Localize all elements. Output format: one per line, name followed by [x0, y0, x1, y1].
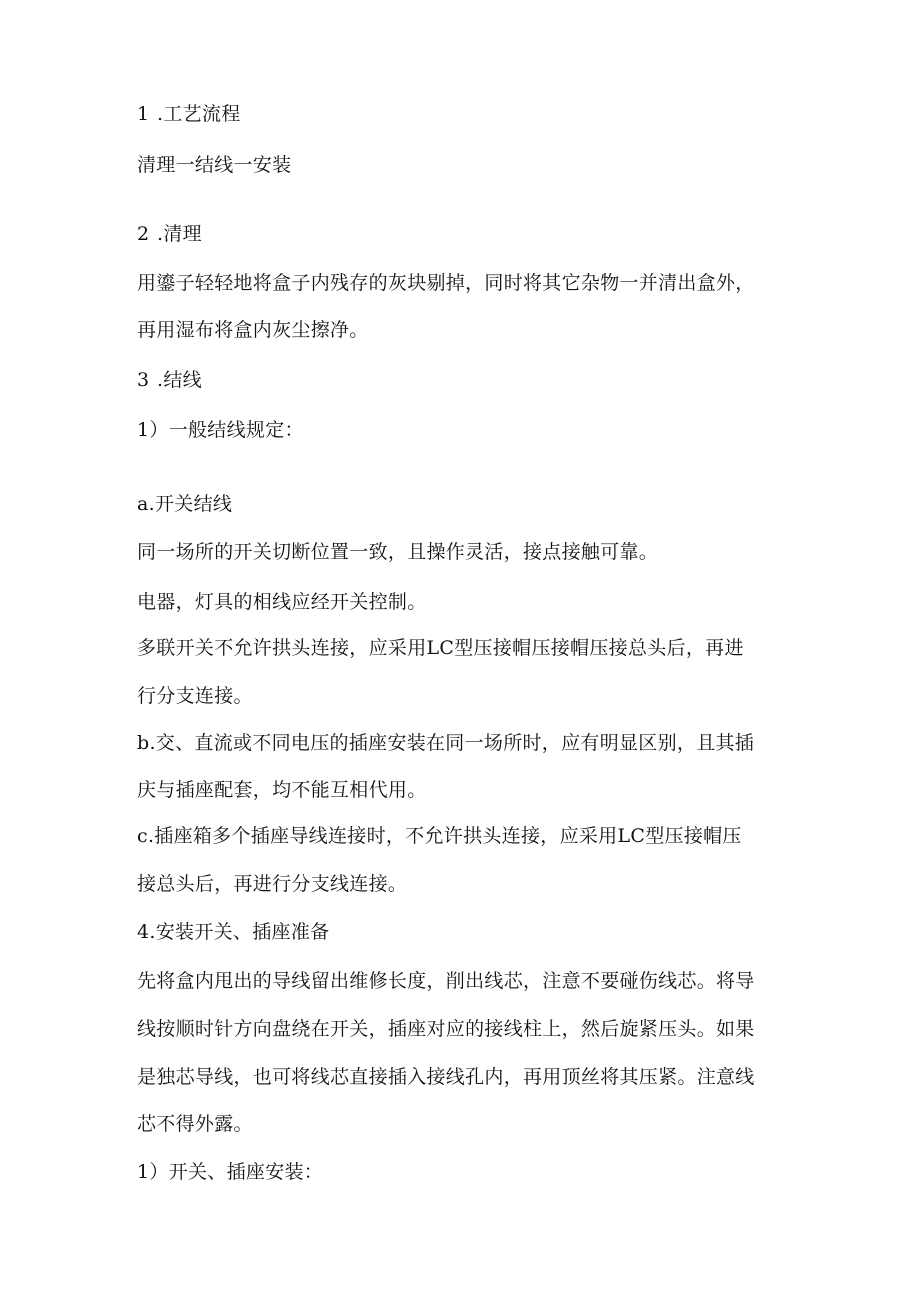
- section-3-subheading: 1）一般结线规定：: [137, 419, 304, 441]
- section-2-title: .清理: [157, 223, 202, 245]
- section-2-line-2: 再用湿布将盒内灰尘擦净。: [137, 319, 369, 341]
- socket-rule-b-line-2: 庆与插座配套，均不能互相代用。: [137, 779, 427, 801]
- switch-wiring-line-2: 电器，灯具的相线应经开关控制。: [137, 591, 427, 613]
- section-1-number: 1: [137, 103, 150, 125]
- section-3-heading: [137, 368, 202, 392]
- section-4-line-1: 先将盒内甩出的导线留出维修长度，削出线芯，注意不要碰伤线芯。将导: [137, 970, 755, 992]
- section-4-heading: 4.安装开关、插座准备: [137, 921, 330, 943]
- section-3-title: .结线: [157, 369, 202, 391]
- socket-rule-b-line-1: b.交、直流或不同电压的插座安装在同一场所时，应有明显区别，且其插: [137, 732, 755, 754]
- switch-wiring-title: a.开关结线: [137, 493, 233, 515]
- section-2-number: 2: [137, 223, 150, 245]
- section-4-subheading: 1）开关、插座安装：: [137, 1161, 324, 1183]
- section-4-line-4: 芯不得外露。: [137, 1113, 253, 1135]
- section-1-heading: [137, 102, 241, 126]
- section-1-body: 清理一结线一安装: [137, 154, 292, 176]
- section-4-line-2: 线按顺时针方向盘绕在开关，插座对应的接线柱上，然后旋紧压头。如果: [137, 1018, 755, 1040]
- socket-rule-c-line-2: 接总头后，再进行分支线连接。: [137, 873, 408, 895]
- section-1-title: .工艺流程: [157, 103, 241, 125]
- section-3-number: 3: [137, 369, 150, 391]
- switch-wiring-line-1: 同一场所的开关切断位置一致，且操作灵活，接点接触可靠。: [137, 541, 659, 563]
- section-4-line-3: 是独芯导线，也可将线芯直接插入接线孔内，再用顶丝将其压紧。注意线: [137, 1066, 755, 1088]
- section-2-heading: [137, 222, 202, 246]
- switch-wiring-line-3: 多联开关不允许拱头连接，应采用LC型压接帽压接帽压接总头后，再进: [137, 637, 744, 659]
- switch-wiring-line-4: 行分支连接。: [137, 685, 253, 707]
- socket-rule-c-line-1: c.插座箱多个插座导线连接时，不允许拱头连接，应采用LC型压接帽压: [137, 825, 742, 847]
- section-2-line-1: 用鎏子轻轻地将盒子内残存的灰块剔掉，同时将其它杂物一并清出盒外，: [137, 272, 755, 294]
